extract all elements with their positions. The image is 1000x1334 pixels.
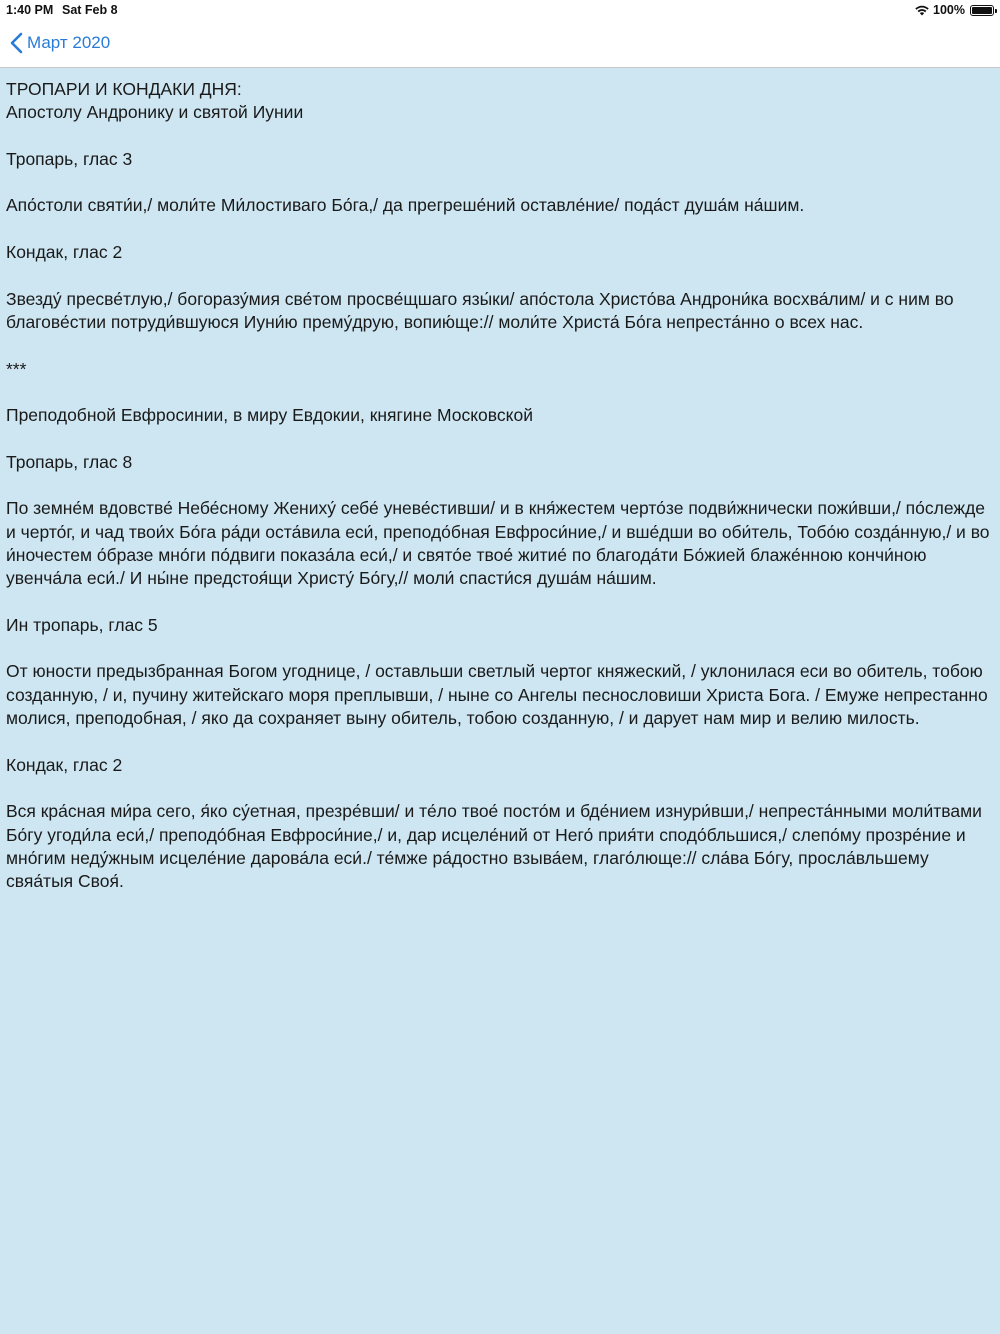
back-button[interactable]	[10, 32, 110, 54]
status-date: Sat Feb 8	[62, 3, 118, 17]
navigation-bar	[0, 22, 1000, 68]
battery-percent: 100%	[933, 3, 965, 17]
battery-fill	[972, 7, 992, 14]
status-indicators	[914, 3, 994, 17]
back-button-label: Март 2020	[27, 33, 111, 52]
prayer-text: ТРОПАРИ И КОНДАКИ ДНЯ: Апостолу Андронику и святой Иунии Тропарь, глас 3 Апо́столи святи́и,/ моли́те Ми́лостиваго Бо́га,/ да прегреше́ний оставле́ние/ пода́ст душа́м на́шим. Кондак, глас 2 Звезду́ пресве́тлую,/ богоразу́мия све́том просве́щшаго язы́ки/ апо́стола Христо́ва Андрони́ка восхва́лим/ и с ним во благове́стии потруди́вшуюся Иуни́ю прему́друю, вопию́ще:// моли́те Христа́ Бо́га непреста́нно о всех нас. *** Преподобной Евфросинии, в миру Евдокии, княгине Московской Тропарь, глас 8 По земне́м вдовстве́ Небе́сному Жениху́ себе́ уневе́стивши/ и в кня́жестем черто́зе подви́жнически пожи́вши,/ по́слежде и черто́г, и чад твои́х Бо́га ра́ди оста́вила еси́, преподо́бная Евфроси́ние,/ и вше́дши во оби́тель, Тобо́ю созда́нную,/ и во и́ночестем о́бразе мно́ги по́двиги показа́ла еси́,/ и свято́е твое́ житие́ по благода́ти Бо́жией блаже́нною кончи́ною увенча́ла еси́./ И ны́не предстоя́щи Христу́ Бо́гу,// моли́ спасти́ся душа́м на́шим. Ин тропарь, глас 5 От юности предызбранная Богом угоднице, / оставльши светлый чертог княжеский, / уклонилася еси во обитель, тобою созданную, / и, пучину житейскаго моря преплывши, / ныне со Ангелы песнословиши Христа Бога. / Емуже непрестанно молися, преподобная, / яко да сохраняет выну обитель, тобою созданную, / и дарует нам мир и велию милость. Кондак, глас 2 Вся кра́сная ми́ра сего, я́ко су́етная, презре́вши/ и те́ло твое́ посто́м и бде́нием изнури́вши,/ непреста́нными моли́твами Бо́гу угоди́ла еси́,/ преподо́бная Евфроси́ние,/ и, дар исцеле́ний от Него́ прия́ти сподо́бльшися,/ слепо́му прозре́ние и мно́гим неду́жным исцеле́ние дарова́ла еси́./ те́мже ра́достно взыва́ем, глаго́люще:// сла́ва Бо́гу, просла́вльшему свяа́тыя Своя́.	[6, 79, 990, 892]
battery-icon	[970, 5, 994, 16]
wifi-icon	[914, 4, 930, 16]
chevron-left-icon	[10, 32, 23, 54]
status-bar	[0, 0, 1000, 22]
status-time: 1:40 PM	[6, 3, 54, 17]
